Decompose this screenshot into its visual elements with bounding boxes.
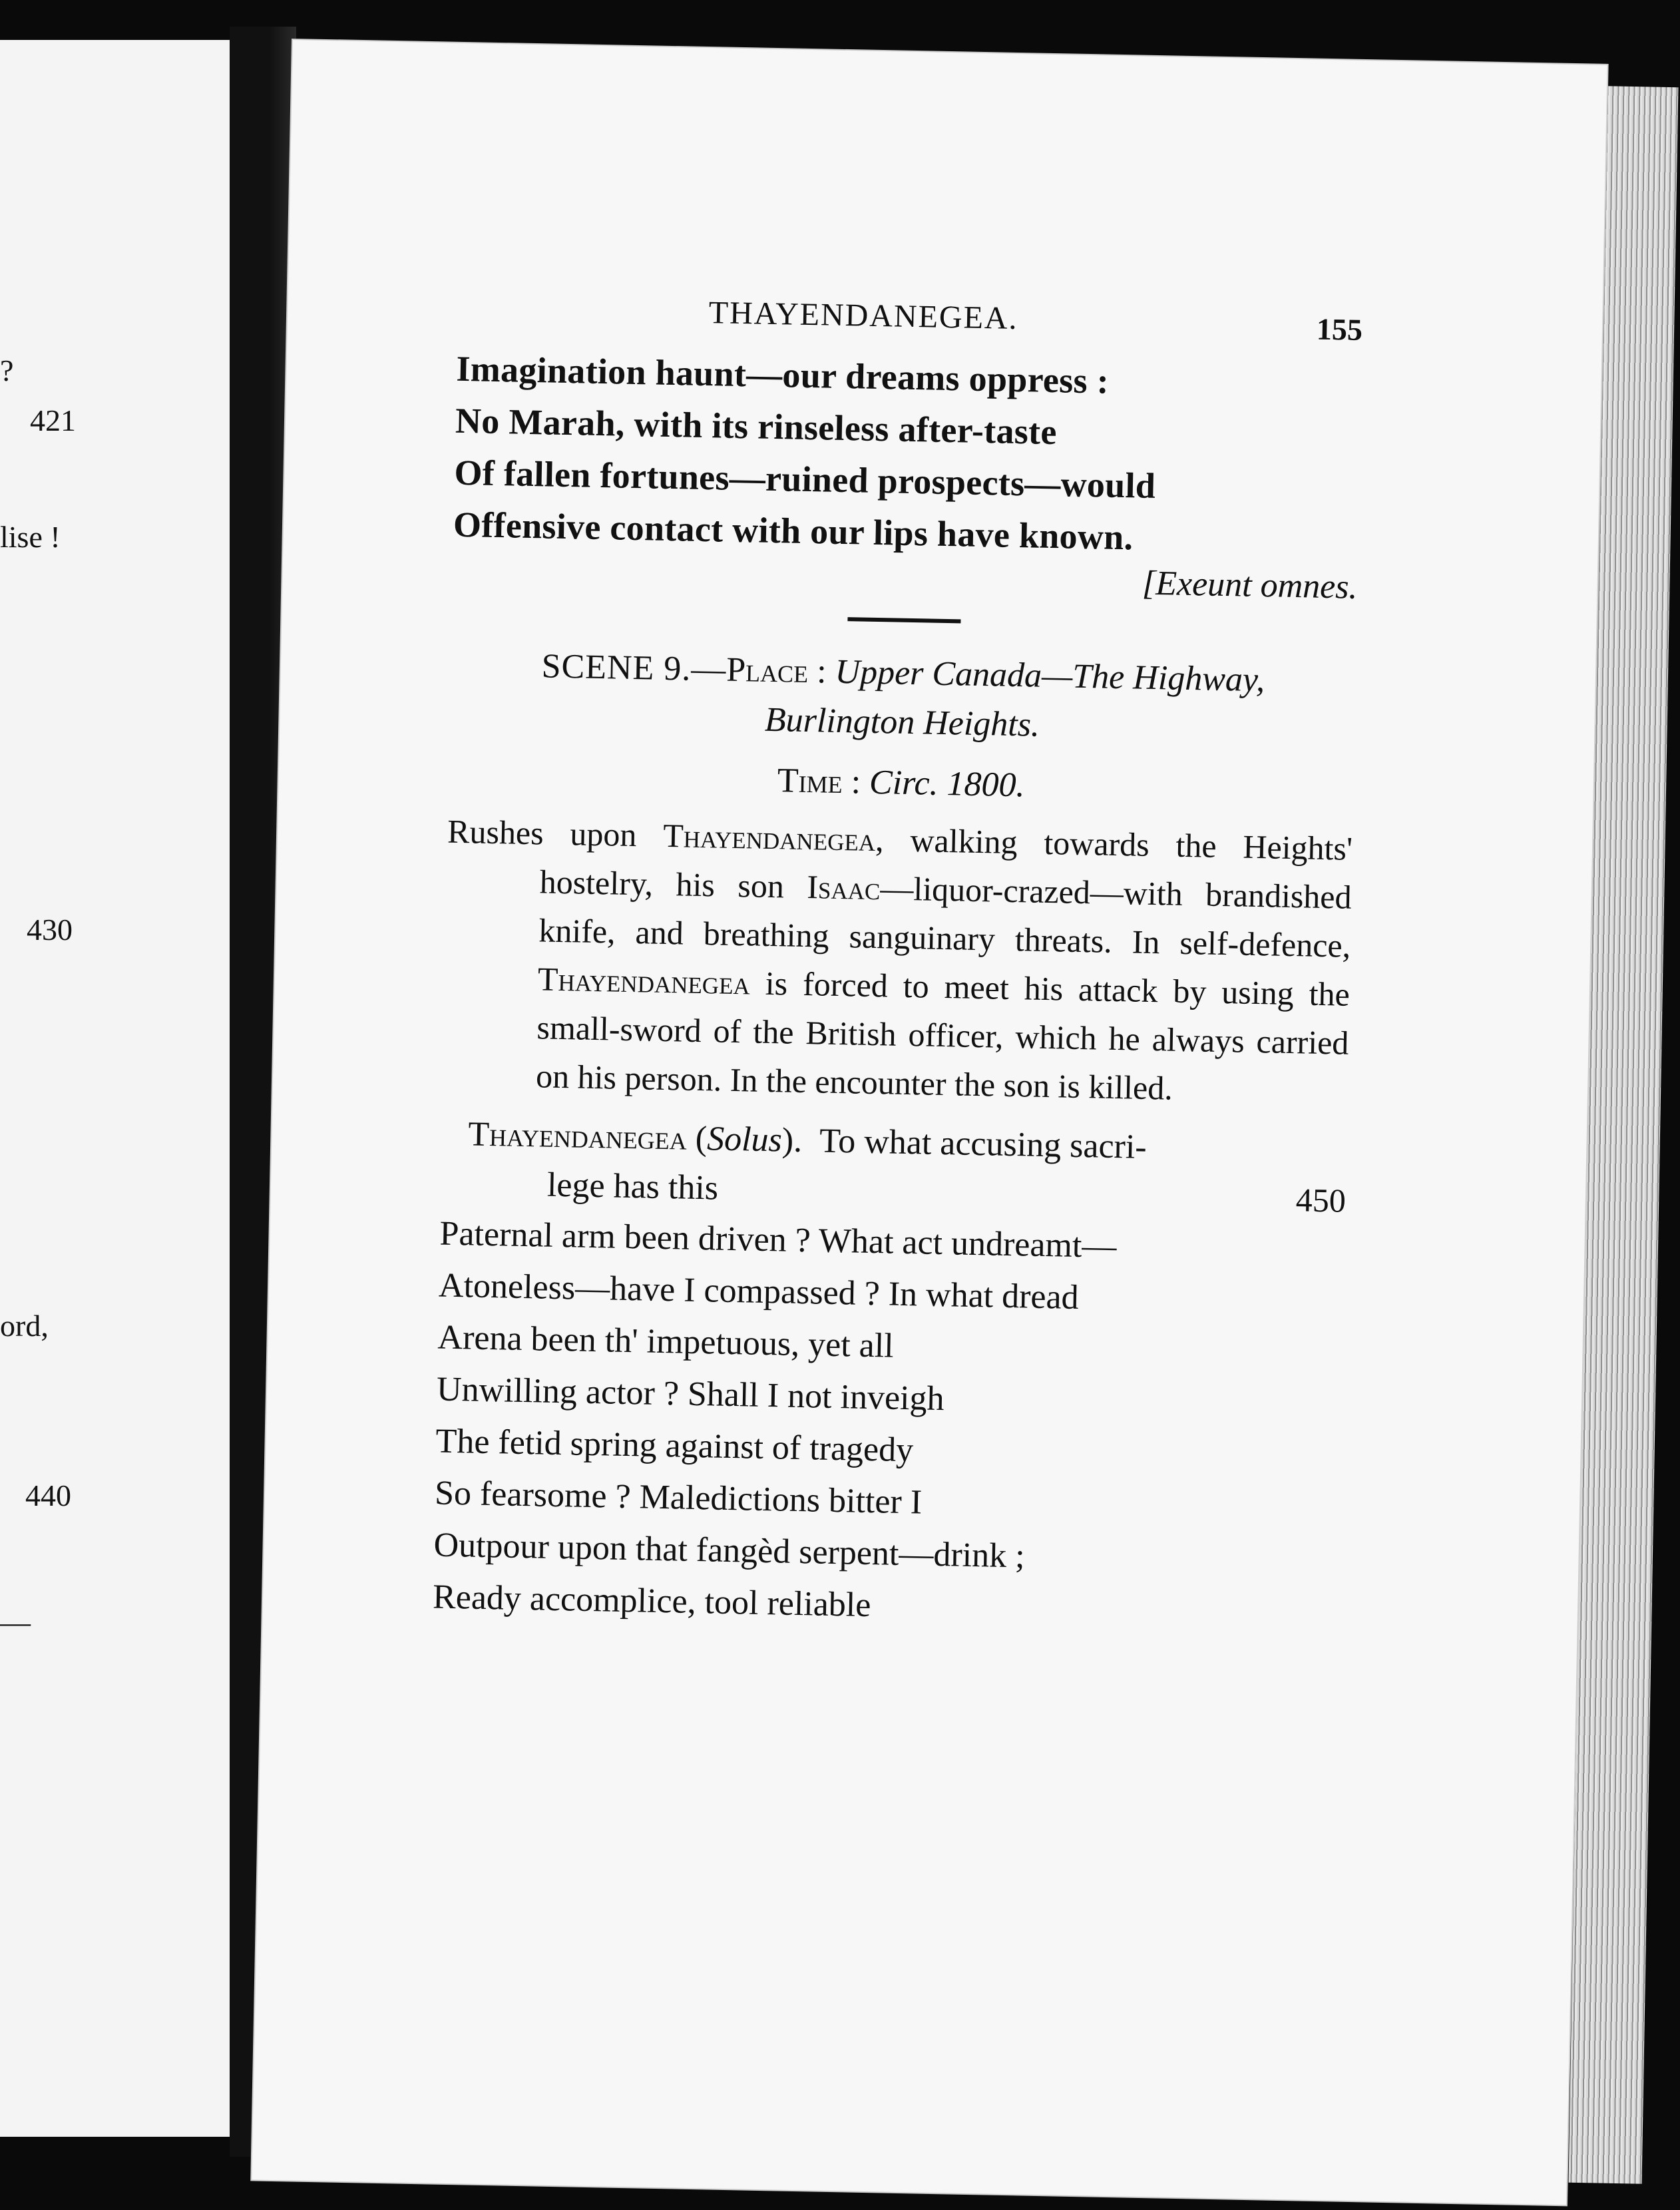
place-line-1: Upper Canada—The Highway, [835, 652, 1265, 700]
verse-line: Unwilling actor ? Shall I not inveigh [436, 1370, 945, 1419]
direction-text: Rushes upon [447, 812, 664, 854]
place-line-2: Burlington Heights. [764, 700, 1040, 744]
left-fragment: — [0, 1605, 31, 1639]
left-line-number: 430 [27, 913, 73, 947]
speaker-name: Thayendanegea [467, 1115, 688, 1158]
speech: Thayendanegea (Solus). To what accusing sacri- lege has this 450 [440, 1110, 1347, 1225]
verse-line: Paternal arm been driven ? What act undreamt— [439, 1214, 1117, 1266]
right-page [252, 40, 1607, 2205]
character-name: Thayendanegea [662, 816, 876, 859]
verse-line: Of fallen fortunes—ruined prospects—would [453, 452, 1156, 507]
verse-line: Atoneless—have I compassed ? In what dread [438, 1266, 1080, 1317]
verse-line: So fearsome ? Maledictions bitter I [434, 1474, 923, 1522]
verse-line: Outpour upon that fangèd serpent—drink ; [433, 1526, 1026, 1576]
direction-text: —liquor-crazed—with brandished knife, and breathing sanguinary threats. In self-defence, [538, 869, 1353, 965]
direction-text: is forced to meet his attack by using the small-sword of the British officer, which he always carried on his person. In the encounter the son is killed. [535, 964, 1351, 1107]
scene-heading [449, 640, 1357, 756]
scene-time [448, 755, 1354, 811]
direction-text: , walking towards the Heights' hostelry, his son [539, 821, 1353, 906]
time-label: Time [777, 762, 843, 801]
place-colon: : [807, 652, 836, 691]
line-number: 450 [1295, 1181, 1347, 1219]
stage-direction [443, 807, 1353, 1116]
running-head-title: THAYENDANEGEA. [708, 295, 1019, 336]
speech-text: To what accusing sacri- [819, 1122, 1148, 1166]
page-number: 155 [1316, 312, 1363, 347]
speaker-direction: Solus [706, 1120, 783, 1160]
page-content [432, 290, 1363, 1641]
verse-line: Ready accomplice, tool reliable [432, 1578, 871, 1625]
stage-direction-exeunt: [Exeunt omnes. [1142, 564, 1359, 606]
left-fragment: ord, [0, 1309, 49, 1343]
left-line-number: 421 [30, 403, 76, 437]
left-line-number: 440 [25, 1478, 71, 1512]
time-colon: : [842, 763, 870, 801]
left-fragment: ? [0, 353, 14, 387]
verse-line: Imagination haunt—our dreams oppress : [455, 348, 1110, 401]
left-fragment: lise ! [0, 520, 61, 554]
verse-line: The fetid spring against of tragedy [435, 1422, 914, 1470]
verse-line: Arena been th' impetuous, yet all [437, 1318, 895, 1365]
time-value: Circ. 1800. [869, 763, 1026, 805]
verse-line: No Marah, with its rinseless after-taste [455, 400, 1058, 453]
place-label: Place [726, 650, 809, 691]
verse-bottom [432, 1208, 1345, 1641]
section-rule [847, 617, 960, 623]
character-name: Isaac [806, 868, 881, 907]
verse-top [453, 343, 1362, 568]
scene-label: SCENE 9.— [541, 647, 727, 689]
verse-line: Offensive contact with our lips have known. [453, 504, 1134, 558]
character-name: Thayendanegea [537, 960, 751, 1002]
speech-text: lege has this [546, 1166, 719, 1208]
